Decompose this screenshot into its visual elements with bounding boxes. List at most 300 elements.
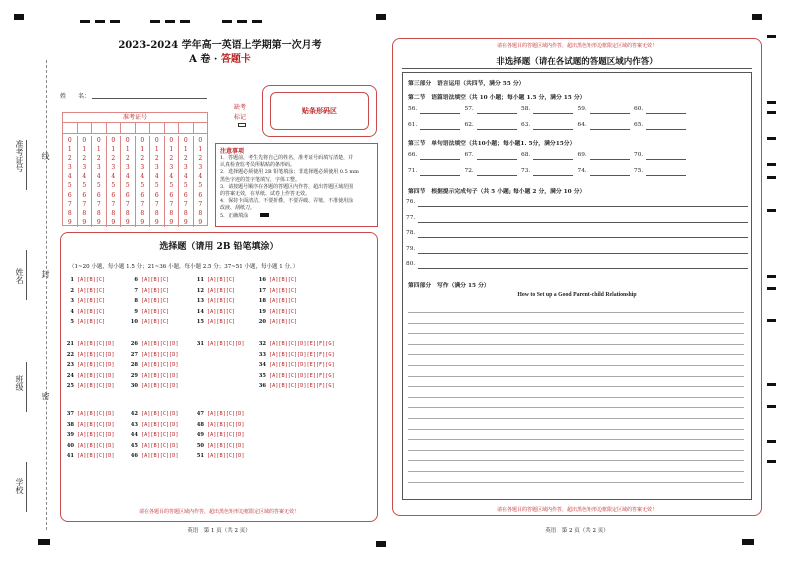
choice-question[interactable] xyxy=(130,432,178,438)
answer-bubbles[interactable]: [A][B][C][D] xyxy=(77,341,115,347)
answer-bubbles[interactable]: [A][B][C][D] xyxy=(77,442,115,449)
question-number: 26 xyxy=(130,341,138,347)
question-number: 22 xyxy=(66,351,74,358)
name-label: 姓 名： xyxy=(60,93,91,100)
nonchoice-title: 非选择题（请在各试题的答题区域内作答） xyxy=(496,57,658,67)
id-digit-bubble[interactable]: 0 xyxy=(154,137,159,144)
right-top-warning: 请在各题目的答题区域内作答，超出黑色矩形边框限定区域的答案无效！ xyxy=(496,43,657,49)
id-digit-bubble[interactable]: 9 xyxy=(169,218,174,226)
blank-number: 65. xyxy=(634,122,644,128)
blank-answer-line[interactable] xyxy=(590,159,630,160)
absent-label: 缺考 xyxy=(234,104,247,111)
choice-question[interactable] xyxy=(130,288,169,294)
id-digit-bubble[interactable]: 0 xyxy=(169,137,174,144)
answer-bubbles[interactable]: [A][B][C][D][E][F][G] xyxy=(269,351,335,358)
choice-question[interactable] xyxy=(66,443,114,449)
sentence-answer-line[interactable] xyxy=(418,237,748,238)
blank-answer-line[interactable] xyxy=(477,175,517,176)
id-digit-bubble[interactable]: 8 xyxy=(111,209,116,217)
answer-bubbles[interactable]: [A][B][C][D] xyxy=(141,421,179,428)
blank-number: 68. xyxy=(521,152,531,158)
writing-line[interactable] xyxy=(408,482,744,483)
answer-bubbles[interactable]: [A][B][C] xyxy=(141,319,170,326)
id-digit-bubble[interactable]: 6 xyxy=(183,191,188,199)
timing-mark xyxy=(767,101,776,104)
id-digit-bubble[interactable]: 4 xyxy=(183,173,188,181)
choice-question[interactable] xyxy=(66,422,114,428)
id-digit-bubble[interactable]: 7 xyxy=(96,200,101,208)
id-digit-bubble[interactable]: 9 xyxy=(125,218,130,226)
choice-question[interactable] xyxy=(196,288,235,294)
question-number: 39 xyxy=(66,432,74,439)
id-digit-bubble[interactable]: 7 xyxy=(198,200,203,208)
answer-bubbles[interactable]: [A][B][C][D] xyxy=(207,442,245,449)
answer-bubbles[interactable]: [A][B][C][D] xyxy=(207,453,245,460)
writing-line[interactable] xyxy=(408,418,744,419)
id-digit-bubble[interactable]: 2 xyxy=(154,155,159,163)
id-digit-bubble[interactable]: 2 xyxy=(67,155,72,163)
choice-question[interactable] xyxy=(66,432,114,438)
id-digit-bubble[interactable]: 7 xyxy=(183,200,188,208)
answer-bubbles[interactable]: [A][B][C] xyxy=(269,319,298,326)
choice-question[interactable] xyxy=(130,277,169,283)
blank-answer-line[interactable] xyxy=(533,159,573,160)
writing-line[interactable] xyxy=(408,407,744,408)
choice-question[interactable] xyxy=(258,352,335,358)
id-digit-bubble[interactable]: 5 xyxy=(183,182,188,190)
id-digit-bubble[interactable]: 0 xyxy=(82,137,87,144)
answer-bubbles[interactable]: [A][B][C] xyxy=(269,298,298,305)
writing-line[interactable] xyxy=(408,312,744,313)
id-digit-bubble[interactable]: 0 xyxy=(67,137,72,144)
answer-bubbles[interactable]: [A][B][C] xyxy=(141,298,170,305)
choice-question[interactable] xyxy=(66,352,114,358)
id-digit-bubble[interactable]: 2 xyxy=(82,155,87,163)
question-number: 50 xyxy=(196,442,204,449)
writing-line[interactable] xyxy=(408,386,744,387)
note-line: 认真检查监考员所粘贴的条形码。 xyxy=(220,162,296,169)
choice-question[interactable] xyxy=(130,383,178,389)
choice-question[interactable] xyxy=(130,341,178,347)
id-digit-bubble[interactable]: 8 xyxy=(169,209,174,217)
answer-bubbles[interactable]: [A][B][C][D] xyxy=(77,421,115,428)
choice-question[interactable] xyxy=(66,362,114,368)
choice-question[interactable] xyxy=(130,319,169,325)
id-digit-bubble[interactable]: 9 xyxy=(198,218,203,226)
id-digit-bubble[interactable]: 4 xyxy=(82,173,87,181)
id-digit-bubble[interactable]: 1 xyxy=(111,146,116,154)
question-number: 27 xyxy=(130,351,138,358)
choice-question[interactable] xyxy=(196,422,244,428)
choice-question[interactable] xyxy=(130,373,178,379)
id-digit-column[interactable] xyxy=(78,136,93,227)
id-digit-bubble[interactable]: 3 xyxy=(67,164,72,172)
answer-bubbles[interactable]: [A][B][C][D] xyxy=(77,362,115,369)
writing-line[interactable] xyxy=(408,365,744,366)
answer-bubbles[interactable]: [A][B][C][D] xyxy=(141,351,179,358)
sentence-answer-line[interactable] xyxy=(418,222,748,223)
writing-line[interactable] xyxy=(408,450,744,451)
question-number: 13 xyxy=(196,298,204,305)
answer-bubbles[interactable]: [A][B][C][D] xyxy=(77,351,115,358)
choice-question[interactable] xyxy=(196,411,244,417)
id-digit-bubble[interactable]: 3 xyxy=(111,164,116,172)
blank-answer-line[interactable] xyxy=(590,113,630,114)
id-digit-bubble[interactable]: 8 xyxy=(140,209,145,217)
blank-answer-line[interactable] xyxy=(477,129,517,130)
id-digit-column[interactable] xyxy=(63,136,78,227)
answer-bubbles[interactable]: [A][B][C][D] xyxy=(207,411,245,417)
blank-answer-line[interactable] xyxy=(590,129,630,130)
writing-line[interactable] xyxy=(408,460,744,461)
id-digit-bubble[interactable]: 1 xyxy=(154,146,159,154)
id-digit-bubble[interactable]: 0 xyxy=(198,137,203,144)
choice-question[interactable] xyxy=(196,341,244,347)
answer-bubbles[interactable]: [A][B][C] xyxy=(207,277,236,283)
id-digit-bubble[interactable]: 5 xyxy=(198,182,203,190)
choice-question[interactable] xyxy=(258,319,297,325)
id-digit-column[interactable] xyxy=(92,136,107,227)
id-digit-bubble[interactable]: 2 xyxy=(198,155,203,163)
absent-bubble[interactable] xyxy=(238,123,246,127)
id-digit-bubble[interactable]: 8 xyxy=(198,209,203,217)
question-number: 18 xyxy=(258,298,266,305)
id-digit-bubble[interactable]: 3 xyxy=(96,164,101,172)
sentence-answer-line[interactable] xyxy=(418,253,748,254)
id-digit-bubble[interactable]: 2 xyxy=(96,155,101,163)
margin-underline xyxy=(26,140,27,190)
answer-bubbles[interactable]: [A][B][C] xyxy=(141,287,170,294)
choice-question[interactable] xyxy=(196,443,244,449)
answer-bubbles[interactable]: [A][B][C][D][E][F][G] xyxy=(269,362,335,369)
id-digit-bubble[interactable]: 1 xyxy=(67,146,72,154)
choice-question[interactable] xyxy=(196,277,235,283)
id-digit-bubble[interactable]: 6 xyxy=(198,191,203,199)
answer-bubbles[interactable]: [A][B][C][D] xyxy=(141,442,179,449)
id-digit-bubble[interactable]: 0 xyxy=(140,137,145,144)
question-number: 41 xyxy=(66,453,74,460)
writing-line[interactable] xyxy=(408,397,744,398)
mark-label: 标记 xyxy=(234,114,247,121)
exam-id-bubble-grid[interactable] xyxy=(63,134,207,227)
choice-question[interactable] xyxy=(258,298,297,304)
blank-answer-line[interactable] xyxy=(646,113,686,114)
choice-question[interactable] xyxy=(196,309,235,315)
margin-school-label: 学校 xyxy=(15,478,24,494)
choice-question[interactable] xyxy=(196,453,244,459)
id-digit-bubble[interactable]: 7 xyxy=(140,200,145,208)
blank-answer-line[interactable] xyxy=(420,159,460,160)
question-number: 49 xyxy=(196,432,204,439)
id-digit-bubble[interactable]: 6 xyxy=(125,191,130,199)
answer-bubbles[interactable]: [A][B][C][D] xyxy=(141,383,179,390)
choice-question[interactable] xyxy=(66,309,105,315)
timing-mark xyxy=(767,35,776,38)
id-digit-bubble[interactable]: 1 xyxy=(198,146,203,154)
id-digit-bubble[interactable]: 5 xyxy=(111,182,116,190)
choice-question[interactable] xyxy=(66,383,114,389)
id-digit-bubble[interactable]: 0 xyxy=(183,137,188,144)
registration-mark xyxy=(222,20,232,23)
choice-question[interactable] xyxy=(258,288,297,294)
id-digit-bubble[interactable]: 8 xyxy=(82,209,87,217)
sentence-answer-line[interactable] xyxy=(418,268,748,269)
id-digit-bubble[interactable]: 6 xyxy=(67,191,72,199)
note-line: 2．选择题必须使用 2B 铅笔填涂；非选择题必须使用 0.5 mm xyxy=(220,169,359,176)
question-number: 31 xyxy=(196,341,204,347)
blank-answer-line[interactable] xyxy=(590,175,630,176)
registration-mark xyxy=(95,20,105,23)
id-digit-bubble[interactable]: 5 xyxy=(82,182,87,190)
answer-bubbles[interactable]: [A][B][C][D] xyxy=(77,383,115,390)
answer-bubbles[interactable]: [A][B][C][D] xyxy=(77,372,115,379)
id-digit-bubble[interactable]: 1 xyxy=(96,146,101,154)
answer-bubbles[interactable]: [A][B][C][D] xyxy=(141,453,179,460)
id-digit-bubble[interactable]: 3 xyxy=(125,164,130,172)
choice-question[interactable] xyxy=(66,373,114,379)
blank-answer-line[interactable] xyxy=(420,113,460,114)
choice-question[interactable] xyxy=(258,362,335,368)
id-digit-bubble[interactable]: 5 xyxy=(96,182,101,190)
choice-question[interactable] xyxy=(66,277,105,283)
blank-answer-line[interactable] xyxy=(533,113,573,114)
id-digit-bubble[interactable]: 1 xyxy=(125,146,130,154)
id-digit-bubble[interactable]: 3 xyxy=(169,164,174,172)
id-digit-bubble[interactable]: 6 xyxy=(140,191,145,199)
writing-line[interactable] xyxy=(408,333,744,334)
id-digit-column[interactable] xyxy=(165,136,180,227)
blank-answer-line[interactable] xyxy=(646,129,686,130)
choice-question[interactable] xyxy=(258,309,297,315)
answer-bubbles[interactable]: [A][B][C][D] xyxy=(141,372,179,379)
id-digit-bubble[interactable]: 7 xyxy=(111,200,116,208)
answer-bubbles[interactable]: [A][B][C] xyxy=(77,319,106,326)
question-number: 19 xyxy=(258,308,266,315)
id-digit-bubble[interactable]: 7 xyxy=(169,200,174,208)
note-line: 5．正确填涂 xyxy=(220,213,373,220)
id-digit-bubble[interactable]: 1 xyxy=(169,146,174,154)
id-digit-bubble[interactable]: 1 xyxy=(183,146,188,154)
id-digit-bubble[interactable]: 5 xyxy=(140,182,145,190)
id-digit-bubble[interactable]: 6 xyxy=(96,191,101,199)
answer-bubbles[interactable]: [A][B][C] xyxy=(269,308,298,315)
id-digit-column[interactable] xyxy=(150,136,165,227)
id-digit-bubble[interactable]: 6 xyxy=(111,191,116,199)
choice-question[interactable] xyxy=(130,352,178,358)
answer-bubbles[interactable]: [A][B][C][D][E][F][G] xyxy=(269,383,335,390)
id-digit-column[interactable] xyxy=(121,136,136,227)
choice-question[interactable] xyxy=(196,432,244,438)
timing-mark xyxy=(767,440,776,443)
choice-question[interactable] xyxy=(66,298,105,304)
choice-question[interactable] xyxy=(66,453,114,459)
answer-bubbles[interactable]: [A][B][C] xyxy=(207,298,236,305)
id-digit-bubble[interactable]: 2 xyxy=(125,155,130,163)
answer-bubbles[interactable]: [A][B][C] xyxy=(77,287,106,294)
id-digit-bubble[interactable]: 6 xyxy=(169,191,174,199)
id-digit-bubble[interactable]: 2 xyxy=(111,155,116,163)
id-digit-bubble[interactable]: 3 xyxy=(183,164,188,172)
choice-question[interactable] xyxy=(66,411,114,417)
id-digit-bubble[interactable]: 4 xyxy=(198,173,203,181)
id-digit-bubble[interactable]: 0 xyxy=(125,137,130,144)
answer-bubbles[interactable]: [A][B][C][D][E][F][G] xyxy=(269,372,335,379)
sentence-answer-line[interactable] xyxy=(418,206,748,207)
id-digit-bubble[interactable]: 1 xyxy=(140,146,145,154)
id-digit-bubble[interactable]: 0 xyxy=(96,137,101,144)
blank-answer-line[interactable] xyxy=(477,159,517,160)
id-digit-bubble[interactable]: 4 xyxy=(169,173,174,181)
choice-question[interactable] xyxy=(196,319,235,325)
choice-question[interactable] xyxy=(130,298,169,304)
choice-question[interactable] xyxy=(258,277,297,283)
answer-bubbles[interactable]: [A][B][C][D][E][F][G] xyxy=(269,341,335,347)
id-digit-bubble[interactable]: 9 xyxy=(154,218,159,226)
id-digit-bubble[interactable]: 4 xyxy=(154,173,159,181)
id-digit-column[interactable] xyxy=(107,136,122,227)
question-number: 24 xyxy=(66,372,74,379)
question-number: 48 xyxy=(196,421,204,428)
id-digit-bubble[interactable]: 3 xyxy=(154,164,159,172)
answer-bubbles[interactable]: [A][B][C][D] xyxy=(141,411,179,417)
answer-bubbles[interactable]: [A][B][C][D] xyxy=(207,432,245,439)
blank-answer-line[interactable] xyxy=(646,159,686,160)
choice-question[interactable] xyxy=(130,422,178,428)
id-digit-column[interactable] xyxy=(194,136,208,227)
id-digit-bubble[interactable]: 5 xyxy=(154,182,159,190)
registration-mark xyxy=(110,20,120,23)
writing-line[interactable] xyxy=(408,323,744,324)
id-digit-bubble[interactable]: 2 xyxy=(169,155,174,163)
writing-line[interactable] xyxy=(408,344,744,345)
choice-question[interactable] xyxy=(258,383,335,389)
answer-bubbles[interactable]: [A][B][C] xyxy=(77,277,106,283)
answer-bubbles[interactable]: [A][B][C] xyxy=(269,277,298,283)
answer-bubbles[interactable]: [A][B][C] xyxy=(141,277,170,283)
id-digit-bubble[interactable]: 5 xyxy=(125,182,130,190)
id-digit-bubble[interactable]: 2 xyxy=(140,155,145,163)
notes-list xyxy=(220,155,373,220)
choice-question[interactable] xyxy=(258,341,335,347)
id-digit-bubble[interactable]: 5 xyxy=(169,182,174,190)
question-number: 20 xyxy=(258,319,266,326)
id-digit-bubble[interactable]: 8 xyxy=(125,209,130,217)
blank-answer-line[interactable] xyxy=(420,175,460,176)
answer-bubbles[interactable]: [A][B][C][D] xyxy=(141,432,179,439)
binding-dashed-line xyxy=(46,60,47,530)
note-line: 黑色字迹的签字笔填写，字体工整。 xyxy=(220,176,301,183)
writing-line[interactable] xyxy=(408,376,744,377)
answer-bubbles[interactable]: [A][B][C][D] xyxy=(77,453,115,460)
id-digit-bubble[interactable]: 6 xyxy=(82,191,87,199)
choice-question[interactable] xyxy=(130,411,178,417)
id-digit-bubble[interactable]: 7 xyxy=(67,200,72,208)
choice-question[interactable] xyxy=(258,373,335,379)
id-digit-bubble[interactable]: 4 xyxy=(140,173,145,181)
id-digit-bubble[interactable]: 9 xyxy=(67,218,72,226)
blank-number: 57. xyxy=(464,106,474,112)
answer-bubbles[interactable]: [A][B][C] xyxy=(207,308,236,315)
question-number: 17 xyxy=(258,287,266,294)
choice-question[interactable] xyxy=(66,319,105,325)
id-digit-bubble[interactable]: 7 xyxy=(154,200,159,208)
id-digit-bubble[interactable]: 8 xyxy=(154,209,159,217)
exam-id-input-row[interactable] xyxy=(63,123,207,134)
id-digit-bubble[interactable]: 5 xyxy=(67,182,72,190)
id-digit-bubble[interactable]: 9 xyxy=(82,218,87,226)
id-digit-bubble[interactable]: 4 xyxy=(125,173,130,181)
id-digit-bubble[interactable]: 7 xyxy=(82,200,87,208)
answer-bubbles[interactable]: [A][B][C][D] xyxy=(77,432,115,439)
choice-question[interactable] xyxy=(66,288,105,294)
id-digit-bubble[interactable]: 8 xyxy=(96,209,101,217)
blank-answer-line[interactable] xyxy=(646,175,686,176)
blank-answer-line[interactable] xyxy=(420,129,460,130)
id-digit-bubble[interactable]: 7 xyxy=(125,200,130,208)
answer-bubbles[interactable]: [A][B][C] xyxy=(141,308,170,315)
note-line: 3．请按题号顺序在各题的答题区内作答，超出答题区域范围 xyxy=(220,183,354,190)
answer-bubbles[interactable]: [A][B][C][D] xyxy=(207,421,245,428)
id-digit-bubble[interactable]: 4 xyxy=(111,173,116,181)
id-digit-bubble[interactable]: 3 xyxy=(198,164,203,172)
id-digit-bubble[interactable]: 2 xyxy=(183,155,188,163)
id-digit-bubble[interactable]: 9 xyxy=(140,218,145,226)
blank-answer-line[interactable] xyxy=(477,113,517,114)
writing-line[interactable] xyxy=(408,354,744,355)
choice-question[interactable] xyxy=(130,443,178,449)
blank-answer-line[interactable] xyxy=(533,175,573,176)
answer-bubbles[interactable]: [A][B][C][D] xyxy=(141,362,179,369)
id-digit-column[interactable] xyxy=(179,136,194,227)
subtitle-part1: A 卷 · xyxy=(189,54,221,65)
id-digit-bubble[interactable]: 8 xyxy=(67,209,72,217)
answer-bubbles[interactable]: [A][B][C][D] xyxy=(141,341,179,347)
id-digit-column[interactable] xyxy=(136,136,151,227)
answer-bubbles[interactable]: [A][B][C][D] xyxy=(207,341,245,347)
id-digit-bubble[interactable]: 9 xyxy=(111,218,116,226)
choice-question[interactable] xyxy=(196,298,235,304)
id-digit-bubble[interactable]: 8 xyxy=(183,209,188,217)
choice-question[interactable] xyxy=(130,362,178,368)
writing-line[interactable] xyxy=(408,439,744,440)
answer-bubbles[interactable]: [A][B][C] xyxy=(269,287,298,294)
id-digit-bubble[interactable]: 4 xyxy=(67,173,72,181)
answer-bubbles[interactable]: [A][B][C] xyxy=(77,298,106,305)
question-number: 43 xyxy=(130,421,138,428)
choice-question[interactable] xyxy=(130,453,178,459)
id-digit-bubble[interactable]: 3 xyxy=(82,164,87,172)
name-input-line[interactable] xyxy=(92,98,207,99)
writing-line[interactable] xyxy=(408,429,744,430)
answer-bubbles[interactable]: [A][B][C] xyxy=(207,287,236,294)
id-digit-bubble[interactable]: 9 xyxy=(183,218,188,226)
blank-number: 67. xyxy=(464,152,474,158)
id-digit-bubble[interactable]: 4 xyxy=(96,173,101,181)
blank-answer-line[interactable] xyxy=(533,129,573,130)
choice-question[interactable] xyxy=(130,309,169,315)
answer-bubbles[interactable]: [A][B][C] xyxy=(207,319,236,326)
id-digit-bubble[interactable]: 6 xyxy=(154,191,159,199)
question-number: 29 xyxy=(130,372,138,379)
answer-bubbles[interactable]: [A][B][C][D] xyxy=(77,411,115,417)
id-digit-bubble[interactable]: 3 xyxy=(140,164,145,172)
writing-line[interactable] xyxy=(408,471,744,472)
id-digit-bubble[interactable]: 1 xyxy=(82,146,87,154)
answer-bubbles[interactable]: [A][B][C] xyxy=(77,308,106,315)
choice-question[interactable] xyxy=(66,341,114,347)
id-digit-bubble[interactable]: 0 xyxy=(111,137,116,144)
id-digit-bubble[interactable]: 9 xyxy=(96,218,101,226)
